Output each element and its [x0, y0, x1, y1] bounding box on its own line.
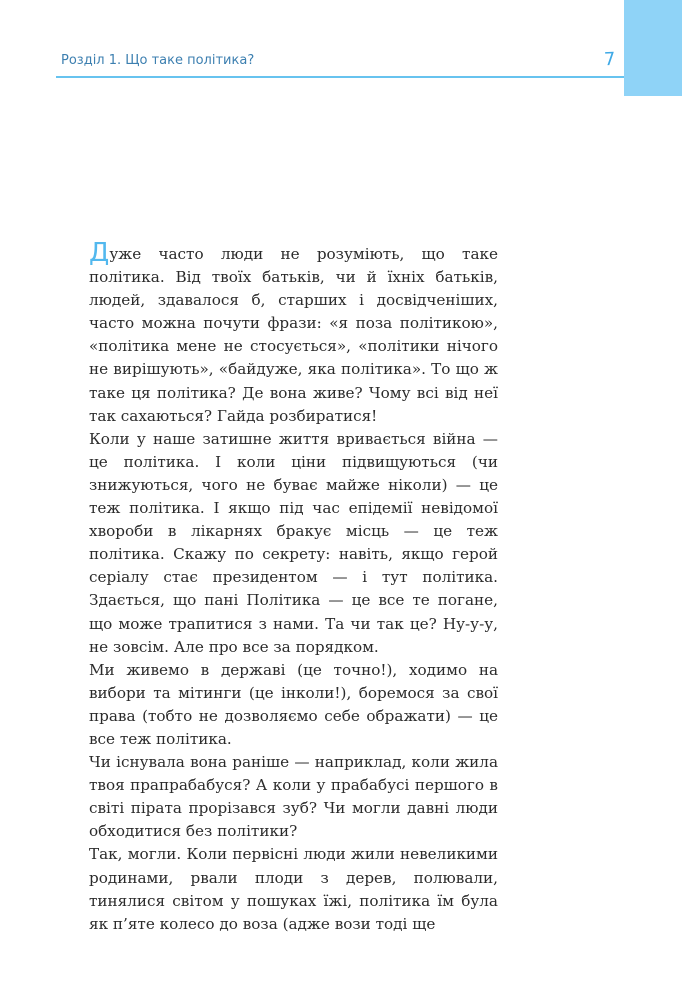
page-content [89, 238, 498, 936]
paragraph: Чи існувала вона раніше — наприклад, коли жила твоя прапрабабуся? А коли у прабабусі першого в світі пірата прорізався зуб? Чи могли давні люди обходитися без політики? [89, 753, 498, 841]
paragraph [89, 238, 498, 428]
running-head: Розділ 1. Що таке політика? [61, 53, 255, 68]
paragraph-text: уже часто люди не розуміють, що таке політика. Від твоїх батьків, чи й їхніх батьків, людей, здавалося б, старших і досвідченіших, часто можна почути фрази: «я поза політикою», «політика мене не стосується», «політики нічого не вирішують», «байдуже, яка політика». То що ж таке ця політика? Де вона живе? Чому всі від неї так сахаються? Гайда розбиратися! [89, 245, 498, 425]
paragraph: Ми живемо в державі (це точно!), ходимо на вибори та мітинги (це інколи!), боремося за свої права (тобто не дозволяємо себе ображати) — це все теж політика. [89, 660, 498, 748]
page-number: 7 [603, 48, 616, 71]
paragraph: Коли у наше затишне життя вривається війна — це політика. І коли ціни підвищуються (чи знижуються, чого не буває майже ніколи) — це теж політика. І якщо під час епідемії невідомої хвороби в лікарнях бракує місць — це теж політика. Скажу по секрету: навіть, якщо герой серіалу стає президентом — і тут політика. Здається, що пані Політика — це все те погане, що може трапитися з нами. Та чи так це? Ну-у-у, не зовсім. Але про все за порядком. [89, 429, 498, 656]
paragraph: Так, могли. Коли первісні люди жили невеликими родинами, рвали плоди з дерев, полювали, тинялися світом у пошуках їжі, політика їм була як п’яте колесо до воза (адже вози тоді ще [89, 845, 498, 933]
header-divider [56, 76, 624, 78]
drop-cap: Д [89, 238, 110, 268]
corner-tab [624, 0, 682, 96]
